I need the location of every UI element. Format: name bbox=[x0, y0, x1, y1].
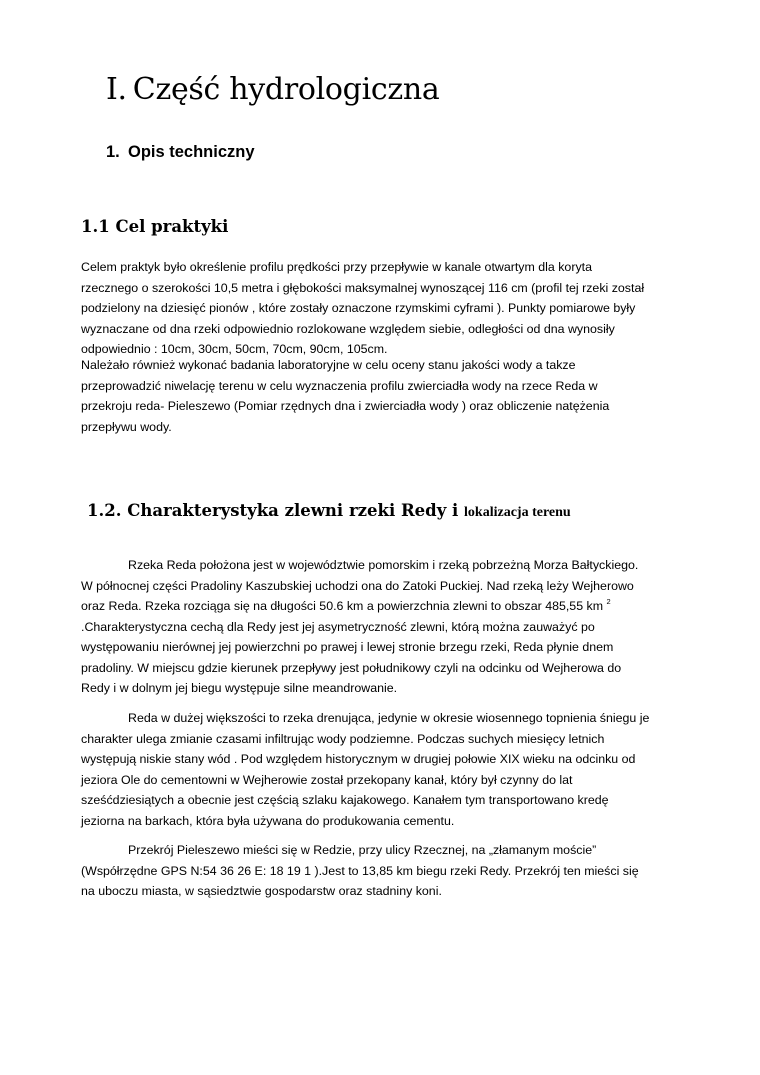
subsection-heading-charakterystyka bbox=[87, 501, 571, 521]
text-line: występują niskie stany wód . Pod względem historycznym w drugiej połowie XIX wieku na odcinku od bbox=[81, 752, 636, 766]
text-line: przeprowadzić niwelację terenu w celu wyznaczenia profilu zwierciadła wody na rzece Reda w bbox=[81, 378, 598, 393]
text-line: jeziora Ole do cementowni w Wejherowie został przekopany kanał, który był czynny do lat bbox=[81, 772, 573, 787]
text-line: przekroju reda- Pieleszewo (Pomiar rzędnych dna i zwierciadła wody ) oraz obliczenie natężenia bbox=[81, 399, 610, 413]
paragraph-cel-1 bbox=[81, 257, 644, 360]
text-line: Rzeka Reda położona jest w województwie pomorskim i rzeką pobrzeżną Morza Bałtyckiego. bbox=[128, 558, 639, 572]
paragraph-cel-2 bbox=[81, 355, 609, 437]
heading-main-text: 1.2. Charakterystyka zlewni rzeki Redy i bbox=[87, 501, 465, 520]
text-line: Przekrój Pieleszewo mieści się w Redzie, przy ulicy Rzecznej, na „złamanym moście” bbox=[128, 843, 597, 857]
text-line: W północnej części Pradoliny Kaszubskiej uchodzi ona do Zatoki Puckiej. Nad rzeką leży Wejherowo bbox=[81, 578, 634, 593]
text-line bbox=[81, 596, 638, 617]
text-line: charakter ulega zmianie czasami infiltrując wody podziemne. Podczas suchych miesięcy letnich bbox=[81, 731, 605, 746]
heading-small-text: lokalizacja terenu bbox=[464, 505, 571, 520]
text-line-main: oraz Reda. Rzeka rozciąga się na długości 50.6 km a powierzchnia zlewni to obszar 485,55 km bbox=[81, 599, 604, 613]
text-line: podzielony na dziesięć pionów , które zostały oznaczone rzymskimi cyframi ). Punkty pomiarowe były bbox=[81, 301, 636, 315]
text-line: na uboczu miasta, w sąsiedztwie gospodarstw oraz stadniny koni. bbox=[81, 884, 442, 898]
section-number: 1. bbox=[106, 143, 120, 161]
text-line: pradoliny. W miejscu gdzie kierunek przepływy jest południkowy czyli na odcinku od Wejherowa do bbox=[81, 660, 622, 675]
text-line: (Współrzędne GPS N:54 36 26 E: 18 19 1 ).Jest to 13,85 km biegu rzeki Redy. Przekrój ten mieści się bbox=[81, 863, 639, 878]
paragraph-reda-3 bbox=[81, 840, 639, 902]
text-line: jeziorna na barkach, która była używana do produkowania cementu. bbox=[81, 813, 455, 828]
text-line: występowaniu nierównej jej powierzchni po prawej i lewej stronie brzegu rzeki, Reda płynie dnem bbox=[81, 640, 614, 654]
text-line: sześćdziesiątych a obecnie jest częścią szlaku kajakowego. Kanałem tym transportowano kredę bbox=[81, 793, 609, 807]
paragraph-reda-2 bbox=[81, 708, 649, 831]
text-line: Redy i w dolnym jej biegu występuje silne meandrowanie. bbox=[81, 681, 398, 695]
text-line: Reda w dużej większości to rzeka drenująca, jedynie w okresie wiosennego topnienia śniegu je bbox=[128, 711, 650, 725]
section-heading bbox=[106, 143, 255, 162]
chapter-number: I. bbox=[106, 72, 127, 107]
text-line: wyznaczane od dna rzeki odpowiednio rozlokowane względem siebie, odległości od dna wynosiły bbox=[81, 321, 615, 336]
subsection-heading-cel: 1.1 Cel praktyki bbox=[81, 217, 229, 236]
text-line: Należało również wykonać badania laboratoryjne w celu oceny stanu jakości wody a takze bbox=[81, 358, 576, 372]
chapter-heading bbox=[106, 72, 440, 107]
paragraph-reda-1 bbox=[81, 555, 638, 699]
text-line: .Charakterystyczna cechą dla Redy jest jej asymetryczność zlewni, którą można zauważyć po bbox=[81, 619, 595, 634]
text-line: rzecznego o szerokości 10,5 metra i głębokości maksymalnej wynoszącej 116 cm (profil tej rzeki został bbox=[81, 280, 645, 295]
chapter-title: Część hydrologiczna bbox=[132, 72, 440, 107]
text-line: Celem praktyk było określenie profilu prędkości przy przepływie w kanale otwartym dla koryta bbox=[81, 260, 592, 274]
superscript: 2 bbox=[606, 597, 611, 606]
text-line: odpowiednio : 10cm, 30cm, 50cm, 70cm, 90cm, 105cm. bbox=[81, 342, 388, 356]
text-line: przepływu wody. bbox=[81, 419, 172, 434]
section-title: Opis techniczny bbox=[128, 143, 255, 161]
